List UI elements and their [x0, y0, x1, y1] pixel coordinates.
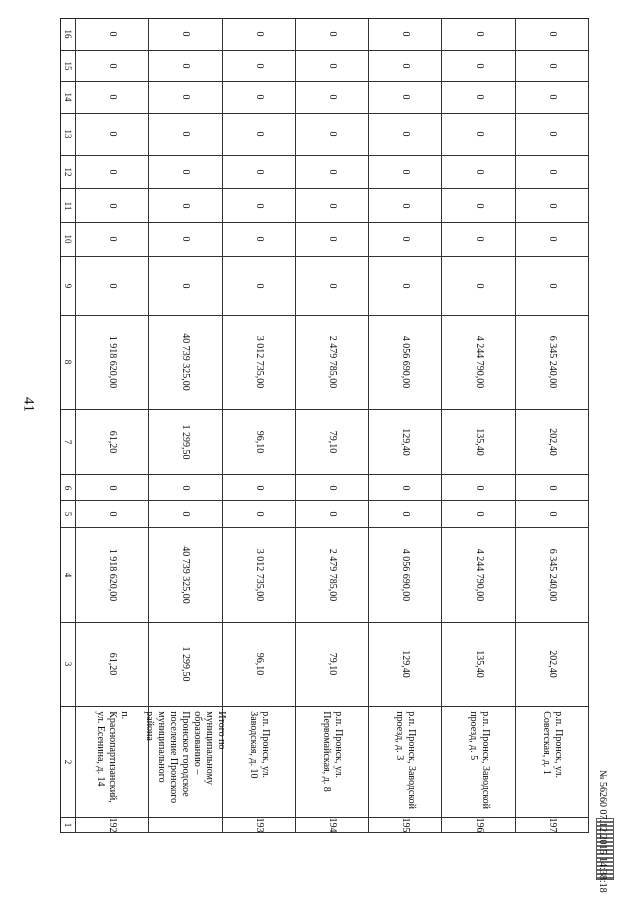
column-14 — [61, 82, 589, 114]
column-header — [61, 82, 76, 114]
cell-value: 0 — [253, 31, 265, 37]
table-cell — [223, 114, 296, 156]
table-cell — [76, 707, 149, 818]
cell-value: 0 — [473, 94, 485, 100]
column-header-label: 9 — [63, 283, 73, 288]
cell-value: 0 — [400, 511, 412, 517]
column-10 — [61, 223, 589, 257]
table-cell — [442, 410, 515, 475]
table-cell — [369, 51, 442, 83]
table-cell — [296, 189, 369, 223]
table-cell — [76, 19, 149, 51]
table-cell — [223, 257, 296, 316]
column-13 — [61, 114, 589, 156]
cell-value: р.п. Пронск, ул. Советская, д. 1 — [540, 711, 564, 779]
table-cell — [442, 475, 515, 500]
cell-value: 0 — [253, 63, 265, 69]
cell-value: 79,10 — [326, 652, 338, 676]
table-cell — [442, 114, 515, 156]
column-header-label: 7 — [63, 440, 73, 445]
table-cell — [516, 316, 589, 411]
cell-value: 129,40 — [400, 428, 412, 457]
cell-value: 1 299,50 — [180, 646, 192, 682]
table-cell — [76, 114, 149, 156]
cell-value: 0 — [326, 94, 338, 100]
table-cell — [76, 528, 149, 623]
table-cell — [76, 501, 149, 528]
table-cell — [223, 51, 296, 83]
cell-value: 0 — [253, 131, 265, 137]
table-cell — [76, 51, 149, 83]
table-cell — [223, 19, 296, 51]
cell-value: 193 — [253, 817, 265, 833]
column-header — [61, 51, 76, 83]
table-cell — [296, 82, 369, 114]
cell-value: 0 — [546, 94, 558, 100]
table-cell — [442, 223, 515, 257]
table-cell — [76, 82, 149, 114]
column-header — [61, 623, 76, 707]
table-cell — [149, 114, 222, 156]
column-header — [61, 257, 76, 316]
cell-value: 3 012 735,00 — [253, 548, 265, 602]
table-cell — [76, 475, 149, 500]
cell-value: 0 — [253, 94, 265, 100]
column-header — [61, 410, 76, 475]
table-cell — [223, 410, 296, 475]
cell-value: 0 — [107, 169, 119, 175]
cell-value: 40 739 325,00 — [180, 546, 192, 604]
column-header-label: 8 — [63, 360, 73, 365]
table-cell — [223, 475, 296, 500]
column-6 — [61, 475, 589, 500]
cell-value: 129,40 — [400, 650, 412, 678]
table-cell — [76, 189, 149, 223]
column-header-label: 5 — [63, 511, 73, 517]
table-cell — [149, 82, 222, 114]
cell-value: 0 — [180, 236, 192, 242]
cell-value: 194 — [326, 817, 338, 833]
document-stamp: № 56260 07.12.2015 14:38:18 — [597, 770, 608, 893]
cell-value: 0 — [107, 31, 119, 37]
cell-value: 0 — [546, 63, 558, 69]
table-cell — [223, 818, 296, 833]
cell-value: 2 479 785,00 — [326, 336, 338, 389]
cell-value: 0 — [473, 283, 485, 289]
column-header-label: 12 — [63, 167, 73, 177]
table-cell — [296, 257, 369, 316]
column-header — [61, 501, 76, 528]
column-header-label: 13 — [63, 129, 73, 139]
cell-value: 0 — [400, 485, 412, 491]
table-cell — [296, 51, 369, 83]
cell-value: 0 — [400, 203, 412, 209]
cell-value: 0 — [546, 236, 558, 242]
column-header — [61, 475, 76, 500]
cell-value: 6 345 240,00 — [546, 336, 558, 389]
column-header-label: 2 — [63, 759, 73, 765]
cell-value: 0 — [326, 169, 338, 175]
cell-value: 197 — [546, 817, 558, 833]
table-cell — [296, 707, 369, 818]
cell-value: 1 918 620,00 — [107, 336, 119, 389]
column-16 — [61, 19, 589, 51]
cell-value: 0 — [107, 94, 119, 100]
table-cell — [369, 223, 442, 257]
table-cell — [516, 528, 589, 623]
column-header — [61, 528, 76, 623]
cell-value: 0 — [180, 131, 192, 137]
cell-value: 0 — [546, 131, 558, 137]
cell-value: 0 — [253, 203, 265, 209]
table-cell — [369, 528, 442, 623]
column-header — [61, 156, 76, 190]
table-cell — [76, 623, 149, 707]
table-cell — [369, 501, 442, 528]
table-cell — [516, 475, 589, 500]
table-cell — [149, 257, 222, 316]
column-15 — [61, 51, 589, 83]
cell-value: 0 — [180, 169, 192, 175]
cell-value: 196 — [473, 817, 485, 833]
table-cell — [516, 82, 589, 114]
table-cell — [223, 316, 296, 411]
table-cell — [369, 257, 442, 316]
cell-value: 0 — [546, 169, 558, 175]
cell-value: 0 — [473, 31, 485, 37]
cell-value: 0 — [400, 94, 412, 100]
cell-value: 202,40 — [546, 650, 558, 678]
cell-value: 0 — [400, 169, 412, 175]
cell-value: 0 — [473, 131, 485, 137]
data-table — [60, 18, 589, 833]
table-cell — [369, 410, 442, 475]
cell-value: 0 — [326, 203, 338, 209]
table-cell — [296, 156, 369, 190]
table-cell — [442, 528, 515, 623]
cell-value: 4 244 790,00 — [473, 336, 485, 389]
table-cell — [516, 114, 589, 156]
table-cell — [223, 528, 296, 623]
cell-value: 0 — [326, 283, 338, 289]
table-cell — [369, 189, 442, 223]
cell-value: р.п. Пронск, Заводской проезд, д. 5 — [467, 711, 491, 810]
cell-value: Итого по муниципальному образованию – Пронское городское поселение Пронского муниципального района — [144, 711, 228, 804]
cell-value: 0 — [546, 283, 558, 289]
cell-value: 0 — [180, 63, 192, 69]
table-cell — [516, 707, 589, 818]
table-cell — [516, 410, 589, 475]
table-cell — [76, 316, 149, 411]
cell-value: 0 — [107, 236, 119, 242]
table-cell — [516, 51, 589, 83]
column-header — [61, 19, 76, 51]
table-cell — [76, 223, 149, 257]
column-3 — [61, 623, 589, 707]
cell-value: 0 — [473, 511, 485, 517]
column-11 — [61, 189, 589, 223]
cell-value: 0 — [400, 63, 412, 69]
table-cell — [516, 257, 589, 316]
cell-value: 4 244 790,00 — [473, 548, 485, 602]
cell-value: 0 — [326, 63, 338, 69]
column-header — [61, 818, 76, 833]
table-cell — [442, 156, 515, 190]
table-cell — [296, 410, 369, 475]
table-cell — [149, 316, 222, 411]
cell-value: 1 918 620,00 — [107, 548, 119, 602]
table-cell — [296, 114, 369, 156]
table-cell — [442, 623, 515, 707]
table-cell — [442, 818, 515, 833]
table-cell — [369, 818, 442, 833]
table-cell — [223, 501, 296, 528]
cell-value: 0 — [253, 169, 265, 175]
table-cell — [296, 19, 369, 51]
cell-value: 0 — [180, 283, 192, 289]
cell-value: 4 056 690,00 — [400, 336, 412, 389]
table-cell — [516, 156, 589, 190]
column-1 — [61, 818, 589, 833]
cell-value: 96,10 — [253, 652, 265, 676]
column-12 — [61, 156, 589, 190]
column-2 — [61, 707, 589, 818]
table-cell — [149, 19, 222, 51]
cell-value: 0 — [107, 485, 119, 491]
column-header-label: 11 — [63, 201, 73, 211]
cell-value: 0 — [107, 511, 119, 517]
table-cell — [516, 19, 589, 51]
cell-value: 0 — [546, 485, 558, 491]
table-cell — [369, 707, 442, 818]
column-header-label: 14 — [63, 92, 73, 102]
cell-value: 0 — [546, 203, 558, 209]
cell-value: 0 — [326, 485, 338, 491]
cell-value: 202,40 — [546, 428, 558, 457]
cell-value: 61,20 — [107, 652, 119, 676]
table-cell — [442, 257, 515, 316]
table-cell — [296, 223, 369, 257]
cell-value: 0 — [253, 236, 265, 242]
cell-value: 0 — [107, 203, 119, 209]
table-cell — [442, 316, 515, 411]
table-cell — [369, 156, 442, 190]
cell-value: п. Краснопартизанский, ул. Есенина, д. 14 — [95, 711, 131, 803]
table-cell — [516, 501, 589, 528]
table-cell — [223, 223, 296, 257]
table-cell — [149, 223, 222, 257]
cell-value: 2 479 785,00 — [326, 548, 338, 602]
table-cell — [442, 501, 515, 528]
table-cell — [144, 707, 228, 818]
cell-value: 0 — [473, 203, 485, 209]
table-cell — [76, 156, 149, 190]
cell-value: 96,10 — [253, 431, 265, 454]
cell-value: 6 345 240,00 — [546, 548, 558, 602]
cell-value: 0 — [180, 94, 192, 100]
table-cell — [442, 19, 515, 51]
cell-value: 4 056 690,00 — [400, 548, 412, 602]
cell-value: 0 — [326, 31, 338, 37]
column-header-label: 15 — [63, 61, 73, 71]
table-cell — [223, 189, 296, 223]
column-7 — [61, 410, 589, 475]
table-cell — [149, 528, 222, 623]
cell-value: 0 — [400, 236, 412, 242]
table-cell — [516, 189, 589, 223]
cell-value: 0 — [253, 511, 265, 517]
cell-value: 0 — [473, 169, 485, 175]
column-header-label: 16 — [63, 29, 73, 39]
cell-value: 0 — [400, 283, 412, 289]
column-header-label: 4 — [63, 572, 73, 578]
cell-value: 0 — [473, 485, 485, 491]
table-cell — [149, 818, 222, 833]
table-cell — [442, 707, 515, 818]
table-cell — [76, 257, 149, 316]
column-header — [61, 223, 76, 257]
cell-value: р.п. Пронск, ул. Первомайская, д. 8 — [320, 711, 344, 792]
cell-value: 0 — [107, 131, 119, 137]
column-9 — [61, 257, 589, 316]
cell-value: р.п. Пронск, ул. Заводская, д. 10 — [247, 711, 271, 779]
cell-value: 0 — [473, 63, 485, 69]
table-cell — [76, 410, 149, 475]
table-cell — [149, 475, 222, 500]
cell-value: 79,10 — [326, 431, 338, 454]
cell-value: 0 — [180, 203, 192, 209]
cell-value: 195 — [400, 817, 412, 833]
table-cell — [296, 818, 369, 833]
column-8 — [61, 316, 589, 411]
column-header — [61, 707, 76, 818]
cell-value: 40 739 325,00 — [180, 333, 192, 392]
cell-value: 135,40 — [473, 428, 485, 457]
table-cell — [149, 51, 222, 83]
table-cell — [149, 189, 222, 223]
table-cell — [442, 189, 515, 223]
table-cell — [369, 82, 442, 114]
cell-value: 0 — [546, 511, 558, 517]
cell-value: р.п. Пронск, Заводской проезд, д. 3 — [394, 711, 418, 810]
table-cell — [296, 528, 369, 623]
table-cell — [149, 623, 222, 707]
cell-value: 0 — [400, 131, 412, 137]
cell-value: 3 012 735,00 — [253, 336, 265, 389]
cell-value: 0 — [253, 283, 265, 289]
cell-value: 0 — [180, 511, 192, 517]
table-cell — [223, 623, 296, 707]
table-cell — [369, 316, 442, 411]
column-header-label: 1 — [63, 822, 73, 828]
cell-value: 0 — [546, 31, 558, 37]
column-4 — [61, 528, 589, 623]
cell-value: 0 — [107, 63, 119, 69]
table-cell — [369, 623, 442, 707]
table-cell — [369, 475, 442, 500]
table-cell — [516, 623, 589, 707]
table-cell — [76, 818, 149, 833]
table-cell — [296, 316, 369, 411]
column-header-label: 10 — [63, 234, 73, 244]
cell-value: 0 — [326, 511, 338, 517]
table-cell — [516, 223, 589, 257]
table-cell — [296, 623, 369, 707]
table-cell — [223, 82, 296, 114]
column-header-label: 6 — [63, 485, 73, 490]
cell-value: 0 — [473, 236, 485, 242]
column-header-label: 3 — [63, 661, 73, 667]
table-cell — [149, 410, 222, 475]
table-cell — [516, 818, 589, 833]
table-cell — [223, 156, 296, 190]
cell-value: 0 — [253, 485, 265, 491]
table-cell — [296, 501, 369, 528]
column-header — [61, 189, 76, 223]
cell-value: 0 — [326, 131, 338, 137]
table-cell — [369, 19, 442, 51]
cell-value: 0 — [400, 31, 412, 37]
page-number: 41 — [20, 397, 37, 412]
column-header — [61, 114, 76, 156]
cell-value: 192 — [107, 817, 119, 833]
column-5 — [61, 501, 589, 528]
table-cell — [149, 501, 222, 528]
cell-value: 0 — [107, 283, 119, 289]
cell-value: 0 — [180, 31, 192, 37]
table-cell — [369, 114, 442, 156]
cell-value: 61,20 — [107, 431, 119, 454]
table-cell — [296, 475, 369, 500]
table-cell — [442, 82, 515, 114]
column-header — [61, 316, 76, 411]
cell-value: 135,40 — [473, 650, 485, 678]
table-cell — [223, 707, 296, 818]
cell-value: 1 299,50 — [180, 424, 192, 460]
cell-value: 0 — [326, 236, 338, 242]
cell-value: 0 — [180, 485, 192, 491]
table-cell — [442, 51, 515, 83]
table-cell — [149, 156, 222, 190]
